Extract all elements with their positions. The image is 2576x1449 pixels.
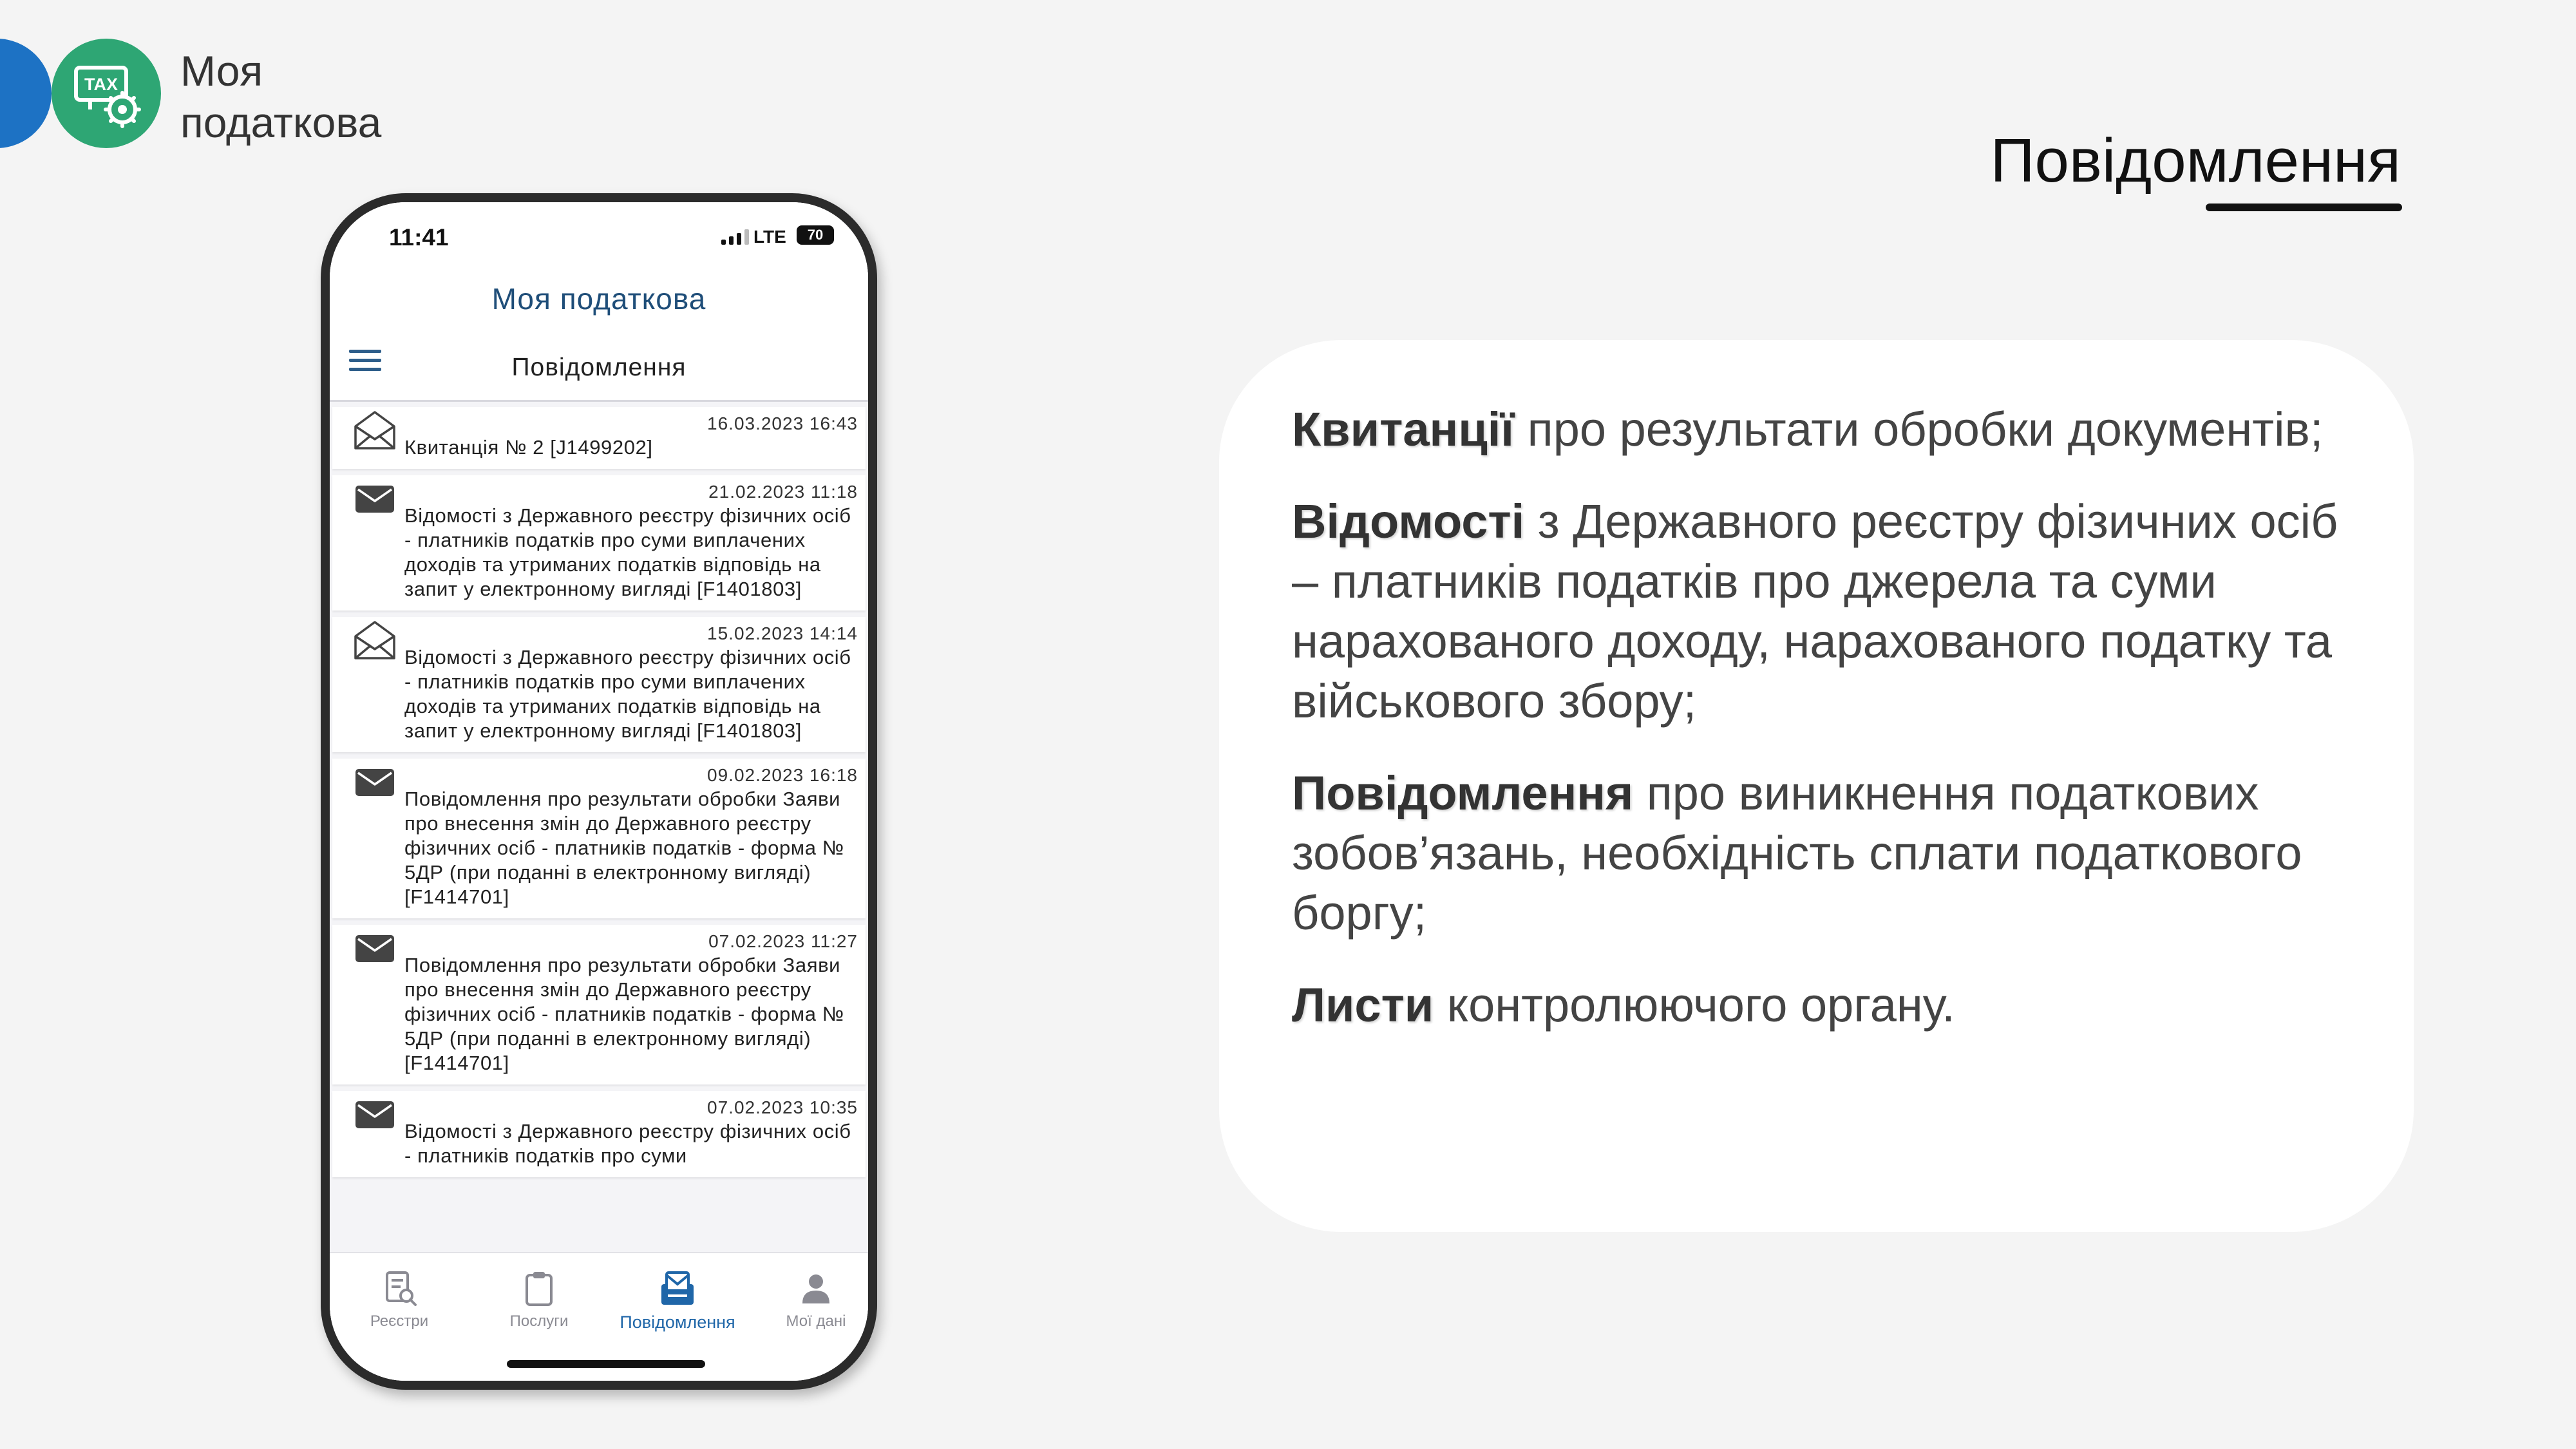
brand-name: Моя податкова	[180, 47, 382, 146]
info-item-keyword: Повідомлення	[1292, 766, 1634, 820]
message-text: Відомості з Державного реєстру фізичних осіб - платників податків про суми виплачених доходів та утриманих податків відповідь на запит у електронному вигляді [F1401803]	[404, 504, 851, 600]
tab-bar	[330, 1252, 868, 1381]
message-date: 09.02.2023 16:18	[707, 765, 858, 785]
battery-icon: 70	[797, 225, 834, 245]
phone-mockup	[321, 193, 877, 1390]
info-item-keyword: Листи	[1292, 978, 1434, 1032]
envelope-closed-icon	[352, 1091, 398, 1137]
brand-blue-circle	[0, 39, 52, 148]
info-card	[1219, 340, 2414, 1232]
envelope-open-icon	[352, 407, 398, 453]
message-date: 07.02.2023 10:35	[707, 1097, 858, 1117]
user-icon	[796, 1269, 836, 1309]
message-item[interactable]	[332, 475, 866, 611]
message-item[interactable]	[332, 925, 866, 1084]
status-bar	[330, 202, 868, 270]
app-title: Моя податкова	[491, 282, 706, 316]
message-item[interactable]	[332, 759, 866, 918]
info-item-text: контролюючого органу.	[1434, 978, 1955, 1032]
registry-icon	[379, 1269, 419, 1309]
mail-tray-icon	[658, 1269, 697, 1309]
info-item-text: про виникнення податкових зобов’язань, необхідність сплати податкового боргу;	[1292, 766, 2302, 940]
info-item-keyword: Квитанції	[1292, 402, 1515, 456]
signal-icon	[721, 229, 749, 245]
info-item	[1292, 975, 2374, 1035]
message-text: Повідомлення про результати обробки Заяви про внесення змін до Державного реєстру фізичних осіб - платників податків - форма № 5ДР (при поданні в електронному вигляді) [F1414701]	[404, 954, 844, 1074]
tab-2[interactable]	[475, 1269, 603, 1331]
app-header	[330, 270, 868, 402]
message-text: Відомості з Державного реєстру фізичних осіб - платників податків про суми	[404, 1120, 851, 1167]
info-item-text: з Державного реєстру фізичних осіб – платників податків про джерела та суми нарахованого доходу, нарахованого податку та військового збору;	[1292, 495, 2338, 728]
phone-screen	[330, 202, 868, 1381]
envelope-closed-icon	[352, 759, 398, 805]
message-text: Відомості з Державного реєстру фізичних осіб - платників податків про суми виплачених доходів та утриманих податків відповідь на запит у електронному вигляді [F1401803]	[404, 646, 851, 742]
tab-label: Повідомлення	[620, 1312, 735, 1332]
message-text: Квитанція № 2 [J1499202]	[404, 436, 653, 459]
message-date: 16.03.2023 16:43	[707, 413, 858, 433]
tab-3[interactable]	[613, 1269, 742, 1332]
network-type: LTE	[753, 227, 786, 247]
page-title: Повідомлення	[511, 354, 687, 381]
message-date: 21.02.2023 11:18	[708, 482, 858, 502]
info-item	[1292, 491, 2374, 731]
info-item-text: про результати обробки документів;	[1514, 402, 2324, 456]
tab-label: Реєстри	[370, 1312, 429, 1330]
home-indicator	[507, 1360, 705, 1368]
message-text: Повідомлення про результати обробки Заяви про внесення змін до Державного реєстру фізичних осіб - платників податків - форма № 5ДР (при поданні в електронному вигляді) [F1414701]	[404, 788, 844, 908]
info-item-keyword: Відомості	[1292, 495, 1525, 548]
tab-label: Мої дані	[786, 1312, 846, 1330]
tax-gear-icon	[52, 39, 161, 148]
clipboard-icon	[519, 1269, 559, 1309]
envelope-closed-icon	[352, 475, 398, 522]
envelope-closed-icon	[352, 925, 398, 971]
section-title: Повідомлення	[1990, 126, 2401, 195]
status-time: 11:41	[389, 224, 449, 251]
envelope-open-icon	[352, 617, 398, 663]
title-underline	[2206, 204, 2402, 211]
info-item	[1292, 399, 2374, 459]
logo-text: TAX	[84, 75, 118, 94]
tab-1[interactable]	[335, 1269, 464, 1331]
message-date: 15.02.2023 14:14	[707, 623, 858, 643]
info-item	[1292, 763, 2374, 943]
message-item[interactable]	[332, 1091, 866, 1177]
message-list	[330, 407, 868, 1270]
info-list	[1292, 399, 2374, 1067]
message-item[interactable]	[332, 617, 866, 752]
message-item[interactable]	[332, 407, 866, 469]
message-date: 07.02.2023 11:27	[708, 931, 858, 951]
tab-label: Послуги	[509, 1312, 569, 1330]
tab-4[interactable]	[752, 1269, 877, 1331]
